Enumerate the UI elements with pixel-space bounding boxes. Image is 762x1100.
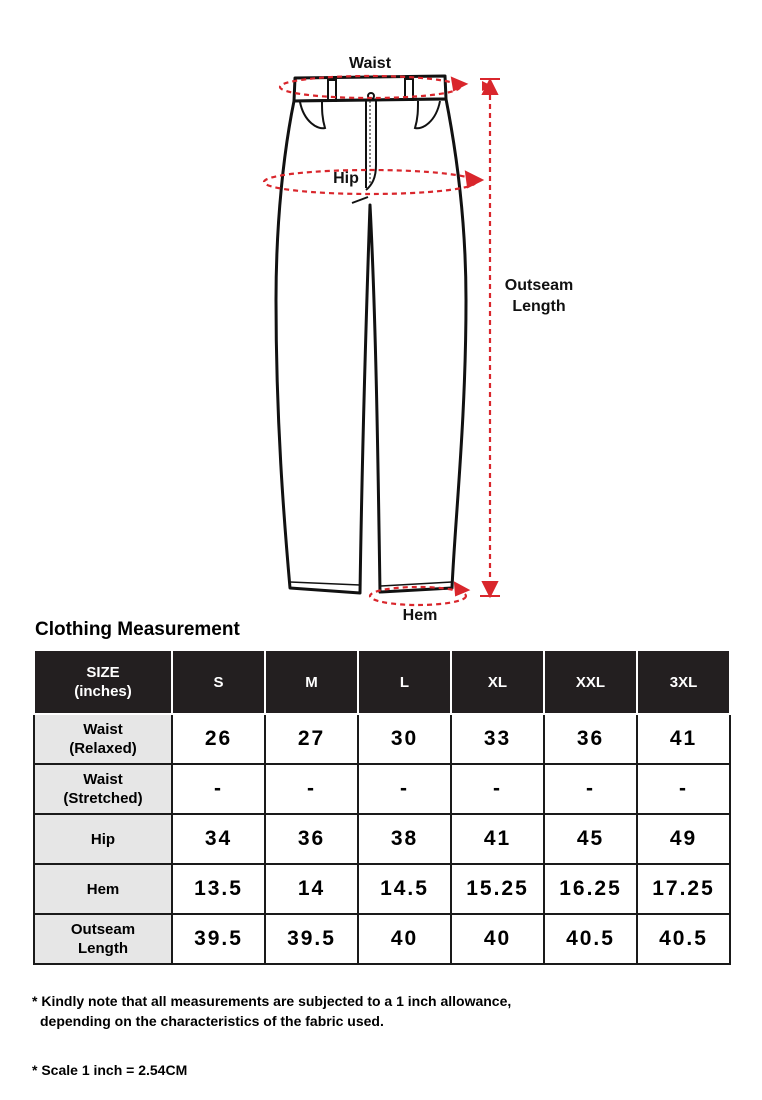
row-label-line1: Outseam <box>70 921 136 938</box>
table-row <box>34 864 730 914</box>
row-label <box>34 764 172 814</box>
row-label-line1: Waist <box>83 771 123 788</box>
allowance-note-line1: * Kindly note that all measurements are subjected to a 1 inch allowance, <box>32 993 512 1009</box>
row-label-line1: Hip <box>90 830 116 848</box>
table-cell: 30 <box>358 714 451 764</box>
table-cell: 40 <box>451 914 544 964</box>
table-cell: 36 <box>544 714 637 764</box>
row-label <box>34 914 172 964</box>
size-col-header: XXL <box>544 650 637 714</box>
table-cell: 17.25 <box>637 864 730 914</box>
table-cell: 38 <box>358 814 451 864</box>
size-col-header: L <box>358 650 451 714</box>
row-label <box>34 714 172 764</box>
table-cell: 40.5 <box>637 914 730 964</box>
scale-note: * Scale 1 inch = 2.54CM <box>32 1062 188 1078</box>
table-cell: - <box>265 764 358 814</box>
table-row <box>34 814 730 864</box>
table-cell: 13.5 <box>172 864 265 914</box>
row-label-line1: Hem <box>86 880 120 898</box>
table-cell: 14.5 <box>358 864 451 914</box>
table-row <box>34 914 730 964</box>
table-header-row <box>34 650 730 714</box>
allowance-note <box>32 991 511 1031</box>
size-header-cell <box>34 650 172 714</box>
table-row <box>34 714 730 764</box>
pants-outline <box>276 76 466 593</box>
table-cell: 36 <box>265 814 358 864</box>
size-header-line1: SIZE <box>86 664 120 681</box>
allowance-note-line2: depending on the characteristics of the fabric used. <box>40 1013 384 1029</box>
table-cell: - <box>172 764 265 814</box>
section-title: Clothing Measurement <box>35 619 240 640</box>
table-cell: - <box>544 764 637 814</box>
table-cell: 14 <box>265 864 358 914</box>
table-cell: 40 <box>358 914 451 964</box>
size-col-header: XL <box>451 650 544 714</box>
table-cell: 16.25 <box>544 864 637 914</box>
table-cell: 49 <box>637 814 730 864</box>
table-cell: 33 <box>451 714 544 764</box>
hip-label: Hip <box>333 170 359 187</box>
table-cell: 41 <box>451 814 544 864</box>
table-cell: 26 <box>172 714 265 764</box>
size-col-header: S <box>172 650 265 714</box>
table-cell: 39.5 <box>265 914 358 964</box>
size-col-header: 3XL <box>637 650 730 714</box>
row-label <box>34 814 172 864</box>
table-cell: 34 <box>172 814 265 864</box>
outseam-label-line1: Outseam <box>504 277 574 294</box>
row-label-line2: (Relaxed) <box>69 740 137 757</box>
table-cell: 39.5 <box>172 914 265 964</box>
size-table <box>33 649 731 965</box>
table-row <box>34 764 730 814</box>
table-cell: - <box>451 764 544 814</box>
size-header-line2: (inches) <box>74 683 132 700</box>
size-col-header: M <box>265 650 358 714</box>
table-cell: 41 <box>637 714 730 764</box>
row-label-line2: (Stretched) <box>63 790 143 807</box>
outseam-label-line2: Length <box>512 298 566 315</box>
table-cell: - <box>358 764 451 814</box>
outseam-label <box>496 275 582 317</box>
table-cell: - <box>637 764 730 814</box>
row-label-line2: Length <box>78 940 128 957</box>
hem-label: Hem <box>402 607 438 624</box>
table-cell: 40.5 <box>544 914 637 964</box>
row-label <box>34 864 172 914</box>
table-cell: 15.25 <box>451 864 544 914</box>
table-cell: 27 <box>265 714 358 764</box>
waist-label: Waist <box>348 55 392 72</box>
row-label-line1: Waist <box>83 721 123 738</box>
table-cell: 45 <box>544 814 637 864</box>
